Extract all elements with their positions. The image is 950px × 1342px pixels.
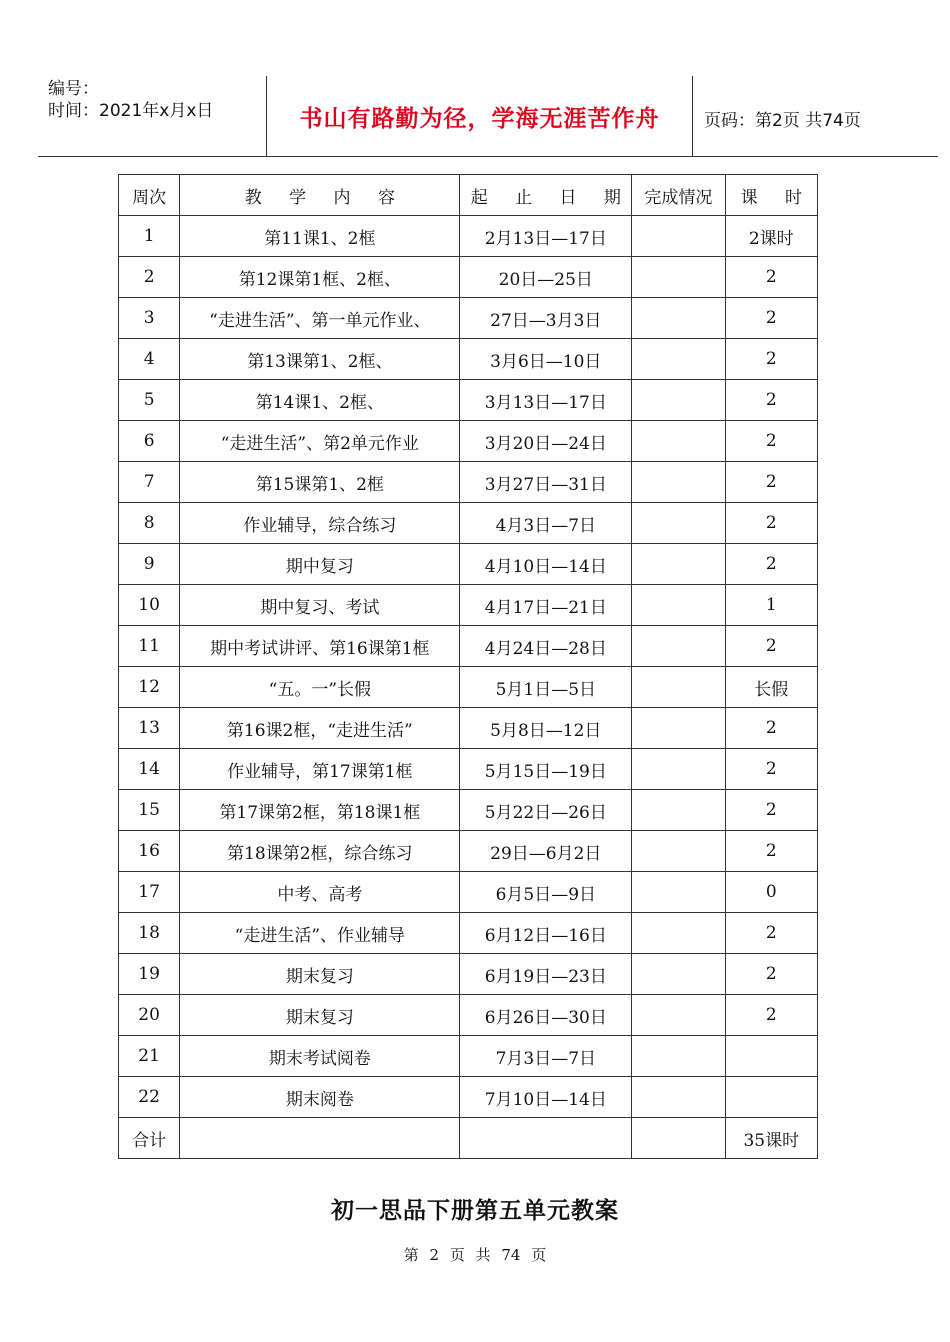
content-cell: 作业辅导，第17课第1框 [180, 749, 460, 790]
week-cell: 19 [119, 954, 180, 995]
hours-cell: 2 [725, 257, 817, 298]
week-cell: 12 [119, 667, 180, 708]
status-cell [632, 1036, 725, 1077]
week-cell: 14 [119, 749, 180, 790]
dates-cell: 6月12日—16日 [460, 913, 632, 954]
week-cell: 18 [119, 913, 180, 954]
status-cell [632, 339, 725, 380]
hours-cell [725, 1077, 817, 1118]
content-cell: 期中复习、考试 [180, 585, 460, 626]
week-cell: 4 [119, 339, 180, 380]
hours-cell: 2 [725, 995, 817, 1036]
dates-cell: 7月10日—14日 [460, 1077, 632, 1118]
dates-cell: 5月1日—5日 [460, 667, 632, 708]
table-row [119, 872, 818, 913]
week-cell: 10 [119, 585, 180, 626]
table-row [119, 585, 818, 626]
hours-cell: 2 [725, 708, 817, 749]
week-cell: 22 [119, 1077, 180, 1118]
content-cell: 中考、高考 [180, 872, 460, 913]
dates-cell: 3月20日—24日 [460, 421, 632, 462]
week-cell: 16 [119, 831, 180, 872]
week-cell: 17 [119, 872, 180, 913]
col-header-week: 周次 [119, 175, 180, 216]
dates-cell: 5月22日—26日 [460, 790, 632, 831]
status-cell [632, 585, 725, 626]
table-header-row [119, 175, 818, 216]
table-row [119, 708, 818, 749]
hours-cell: 长假 [725, 667, 817, 708]
week-cell: 5 [119, 380, 180, 421]
dates-cell: 27日—3月3日 [460, 298, 632, 339]
header-divider [692, 76, 693, 156]
col-header-status: 完成情况 [632, 175, 725, 216]
serial-label: 编号： [48, 79, 99, 99]
table-row [119, 790, 818, 831]
page-header [38, 76, 938, 157]
week-cell: 3 [119, 298, 180, 339]
content-cell: 作业辅导，综合练习 [180, 503, 460, 544]
status-cell [632, 298, 725, 339]
table-cell [632, 1118, 725, 1159]
dates-cell: 3月13日—17日 [460, 380, 632, 421]
dates-cell: 4月3日—7日 [460, 503, 632, 544]
hours-cell: 2 [725, 749, 817, 790]
col-header-hours: 课 时 [725, 175, 817, 216]
status-cell [632, 954, 725, 995]
content-cell: 第11课1、2框 [180, 216, 460, 257]
header-motto: 书山有路勤为径，学海无涯苦作舟 [299, 106, 660, 132]
dates-cell: 5月15日—19日 [460, 749, 632, 790]
page-code: 页码：第2页 共74页 [704, 111, 861, 131]
dates-cell: 7月3日—7日 [460, 1036, 632, 1077]
table-cell [460, 1118, 632, 1159]
content-cell: 期中复习 [180, 544, 460, 585]
status-cell [632, 462, 725, 503]
status-cell [632, 257, 725, 298]
status-cell [632, 544, 725, 585]
dates-cell: 3月27日—31日 [460, 462, 632, 503]
content-cell: 期末考试阅卷 [180, 1036, 460, 1077]
page-footer: 第 2 页 共 74 页 [403, 1246, 547, 1264]
hours-cell: 0 [725, 872, 817, 913]
status-cell [632, 831, 725, 872]
week-cell: 13 [119, 708, 180, 749]
hours-cell: 1 [725, 585, 817, 626]
status-cell [632, 626, 725, 667]
content-cell: 第12课第1框、2框、 [180, 257, 460, 298]
hours-cell: 2 [725, 954, 817, 995]
table-cell [180, 1118, 460, 1159]
table-row [119, 667, 818, 708]
dates-cell: 4月10日—14日 [460, 544, 632, 585]
table-row [119, 1036, 818, 1077]
dates-cell: 29日—6月2日 [460, 831, 632, 872]
hours-cell: 2 [725, 544, 817, 585]
content-cell: 第15课第1、2框 [180, 462, 460, 503]
week-cell: 20 [119, 995, 180, 1036]
hours-cell: 2课时 [725, 216, 817, 257]
week-cell: 6 [119, 421, 180, 462]
week-cell: 15 [119, 790, 180, 831]
status-cell [632, 749, 725, 790]
content-cell: 第16课2框，“走进生活” [180, 708, 460, 749]
content-cell: “走进生活”、第2单元作业 [180, 421, 460, 462]
dates-cell: 6月5日—9日 [460, 872, 632, 913]
dates-cell: 6月19日—23日 [460, 954, 632, 995]
table-row [119, 216, 818, 257]
content-cell: 期末阅卷 [180, 1077, 460, 1118]
status-cell [632, 216, 725, 257]
dates-cell: 4月24日—28日 [460, 626, 632, 667]
hours-cell: 2 [725, 380, 817, 421]
status-cell [632, 913, 725, 954]
table-row [119, 380, 818, 421]
status-cell [632, 421, 725, 462]
col-header-content: 教 学 内 容 [180, 175, 460, 216]
table-row [119, 626, 818, 667]
content-cell: “走进生活”、作业辅导 [180, 913, 460, 954]
dates-cell: 2月13日—17日 [460, 216, 632, 257]
week-cell: 7 [119, 462, 180, 503]
week-cell: 1 [119, 216, 180, 257]
table-row [119, 339, 818, 380]
table-row [119, 913, 818, 954]
status-cell [632, 380, 725, 421]
table-row [119, 462, 818, 503]
table-row [119, 257, 818, 298]
status-cell [632, 872, 725, 913]
dates-cell: 4月17日—21日 [460, 585, 632, 626]
status-cell [632, 667, 725, 708]
week-cell: 21 [119, 1036, 180, 1077]
table-row [119, 421, 818, 462]
table-row [119, 544, 818, 585]
dates-cell: 5月8日—12日 [460, 708, 632, 749]
hours-cell: 2 [725, 462, 817, 503]
hours-cell [725, 1036, 817, 1077]
table-row [119, 831, 818, 872]
hours-cell: 2 [725, 831, 817, 872]
content-cell: 期中考试讲评、第16课第1框 [180, 626, 460, 667]
status-cell [632, 995, 725, 1036]
content-cell: 第13课第1、2框、 [180, 339, 460, 380]
col-header-dates: 起 止 日 期 [460, 175, 632, 216]
week-cell: 2 [119, 257, 180, 298]
table-row [119, 749, 818, 790]
content-cell: 第18课第2框，综合练习 [180, 831, 460, 872]
total-label: 合计 [119, 1118, 180, 1159]
status-cell [632, 1077, 725, 1118]
hours-cell: 2 [725, 626, 817, 667]
hours-cell: 2 [725, 298, 817, 339]
hours-cell: 2 [725, 421, 817, 462]
content-cell: 第14课1、2框、 [180, 380, 460, 421]
total-row [119, 1118, 818, 1159]
status-cell [632, 790, 725, 831]
table-row [119, 503, 818, 544]
week-cell: 8 [119, 503, 180, 544]
table-row [119, 954, 818, 995]
table-row [119, 298, 818, 339]
content-cell: “五。一”长假 [180, 667, 460, 708]
table-row [119, 1077, 818, 1118]
status-cell [632, 503, 725, 544]
content-cell: 第17课第2框，第18课1框 [180, 790, 460, 831]
schedule-table [118, 174, 818, 1159]
header-meta [48, 78, 270, 156]
status-cell [632, 708, 725, 749]
week-cell: 9 [119, 544, 180, 585]
total-hours: 35课时 [725, 1118, 817, 1159]
time-label: 时间：2021年x月x日 [48, 101, 214, 121]
content-cell: 期末复习 [180, 995, 460, 1036]
hours-cell: 2 [725, 790, 817, 831]
document-title: 初一思品下册第五单元教案 [331, 1197, 619, 1224]
table-row [119, 995, 818, 1036]
week-cell: 11 [119, 626, 180, 667]
dates-cell: 20日—25日 [460, 257, 632, 298]
hours-cell: 2 [725, 503, 817, 544]
hours-cell: 2 [725, 913, 817, 954]
content-cell: “走进生活”、第一单元作业、 [180, 298, 460, 339]
hours-cell: 2 [725, 339, 817, 380]
content-cell: 期末复习 [180, 954, 460, 995]
dates-cell: 3月6日—10日 [460, 339, 632, 380]
dates-cell: 6月26日—30日 [460, 995, 632, 1036]
